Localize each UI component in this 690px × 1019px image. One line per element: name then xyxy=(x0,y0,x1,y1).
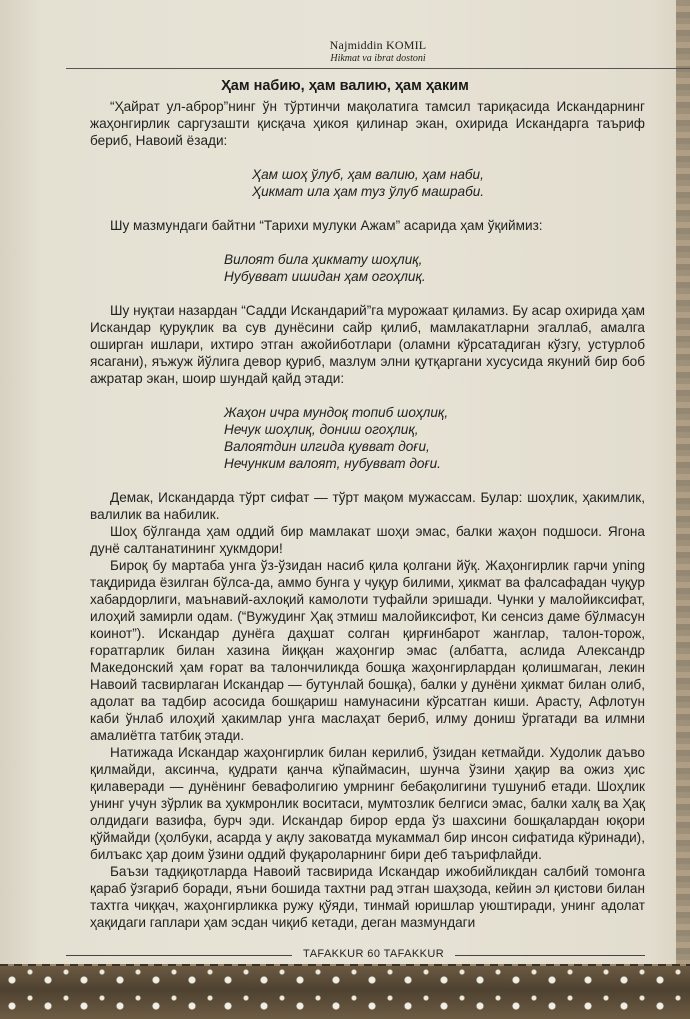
header-author: Najmiddin KOMIL xyxy=(329,38,427,52)
verse-1-line-1: Ҳам шоҳ ўлуб, ҳам валию, ҳам наби, xyxy=(252,167,484,182)
running-header xyxy=(66,34,690,69)
verse-1 xyxy=(252,166,645,200)
verse-3-line-3: Валоятдин илгида қувват доғи, xyxy=(224,439,430,454)
footer-rule-right xyxy=(455,955,645,956)
ornament-border-right xyxy=(676,0,690,1019)
paragraph-5: Шоҳ бўлганда ҳам оддий бир мамлакат шоҳи эмас, балки жаҳон подшоси. Ягона дунё салтанатининг ҳукмдори! xyxy=(90,524,645,556)
verse-2-line-2: Нубувват ишидан ҳам огоҳлиқ. xyxy=(224,269,426,284)
footer-rule-left xyxy=(66,955,292,956)
verse-3-line-4: Нечунким валоят, нубувват доғи. xyxy=(224,456,441,471)
paragraph-8: Баъзи тадқиқотларда Навоий тасвирида Искандар ижобийликдан салбий томонга қараб ўзгариб боради, яъни бошида тахтни рад этган шаҳзода, кейин эл қистови билан тахтга чиққач, жаҳонгирликка ружу қўяди, тинмай юришлар уюштиради, унинг адолат ҳақидаги гаплари ҳам эсдан чиқиб кетади, деган мазмундаги xyxy=(90,864,645,930)
ornament-border-bottom xyxy=(0,966,690,1019)
article-title: Ҳам набию, ҳам валию, ҳам ҳаким xyxy=(221,78,469,94)
article-body xyxy=(90,98,645,931)
paragraph-3: Шу нуқтаи назардан “Садди Искандарий”га мурожаат қиламиз. Бу асар охирида ҳам Искандар қуруқлик ва сув дунёсини сайр қилиб, мамлакатларни эгаллаб, амалга оширган ишлари, ихтиро этган ажойиботлари (оламни кўрсатадиган кўзгу, устурлоб ясагани), яъжуж йўлига девор қуриб, мазлум элни қутқаргани хусусида якуний бир боб ажратар экан, шоир шундай қайд этади: xyxy=(90,303,645,386)
footer-page-label: ТАFAKKUR 60 TAFAKKUR xyxy=(302,948,445,960)
paragraph-7: Натижада Искандар жаҳонгирлик билан керилиб, ўзидан кетмайди. Худолик даъво қилмайди, аксинча, қудрати қанча кўпаймасин, шунча ўзини ҳақир ва ожиз ҳис қилаверади — дунёнинг бевафолигию умрнинг бебақолигини тушуниб етади. Шоҳлик унинг учун зўрлик ва ҳукмронлик воситаси, мумтозлик белгиси эмас, балки халқ ва Ҳақ олдидаги вазифа, бурч эди. Искандар бирор ерда ўз шахсини бошқалардан юқори қўймайди (ҳолбуки, асарда у ақлу заковатда мукаммал бир инсон сифатида кўринади), билъакс ҳар доим ўзини оддий фуқароларнинг бири деб таърифлайди. xyxy=(90,745,645,862)
verse-2-line-1: Вилоят била ҳикмату шоҳлиқ, xyxy=(224,252,423,267)
paragraph-4: Демак, Искандарда тўрт сифат — тўрт мақом мужассам. Булар: шоҳлик, ҳакимлик, валилик ва набилик. xyxy=(90,490,645,522)
paragraph-1: “Ҳайрат ул-аброр”нинг ўн тўртинчи мақолатига тамсил тариқасида Искандарнинг жаҳонгирлик саргузашти қисқача ҳикоя қилинар экан, охирида Искандарга таъриф бериб, Навоий ёзади: xyxy=(90,99,645,148)
verse-3 xyxy=(224,404,645,472)
verse-3-line-2: Нечук шоҳлиқ, дониш огоҳлиқ, xyxy=(224,422,419,437)
header-subtitle: Hikmat va ibrat dostoni xyxy=(330,53,426,64)
paragraph-6: Бироқ бу мартаба унга ўз-ўзидан насиб қила қолгани йўқ. Жаҳонгирлик гарчи уning тақдирида ёзилган бўлса-да, аммо бунга у чуқур билими, ҳикмат ва фалсафадан чуқур хабардорлиги, маънавий-ахлоқий камолоти туфайли эришади. Чунки у малойиксифат, илоҳий замирли одам. (“Вужудинг Ҳақ этмиш малойиксифот, Ки сенсиз даме бўлмасун коинот”). Искандар дунёга даҳшат солган қирғинбарот жанглар, талон-торож, ғоратгарлик билан хазина йиққан жаҳонгир эмас (албатта, аслида Александр Македонский ҳам ғорат ва талончиликда бошқа жаҳонгирлардан қолишмаган, лекин Навоий тасвирлаган Искандар — бутунлай бошқа), балки у дунёни ҳикмат билан олиб, адолат ва тадбир асосида бошқариш намунасини кўрсатган киши. Арасту, Афлотун каби ўнлаб илоҳий ҳакимлар унга маслаҳат бериб, илму дониш ўргатади ва илмни амалиётга татбиқ этади. xyxy=(90,558,645,743)
verse-1-line-2: Ҳикмат ила ҳам туз ўлуб машраби. xyxy=(252,184,485,199)
paragraph-2: Шу мазмундаги байтни “Тарихи мулуки Ажам” асарида ҳам ўқиймиз: xyxy=(110,218,543,233)
verse-2 xyxy=(224,251,645,285)
verse-3-line-1: Жаҳон ичра мундоқ топиб шоҳлиқ, xyxy=(224,405,449,420)
